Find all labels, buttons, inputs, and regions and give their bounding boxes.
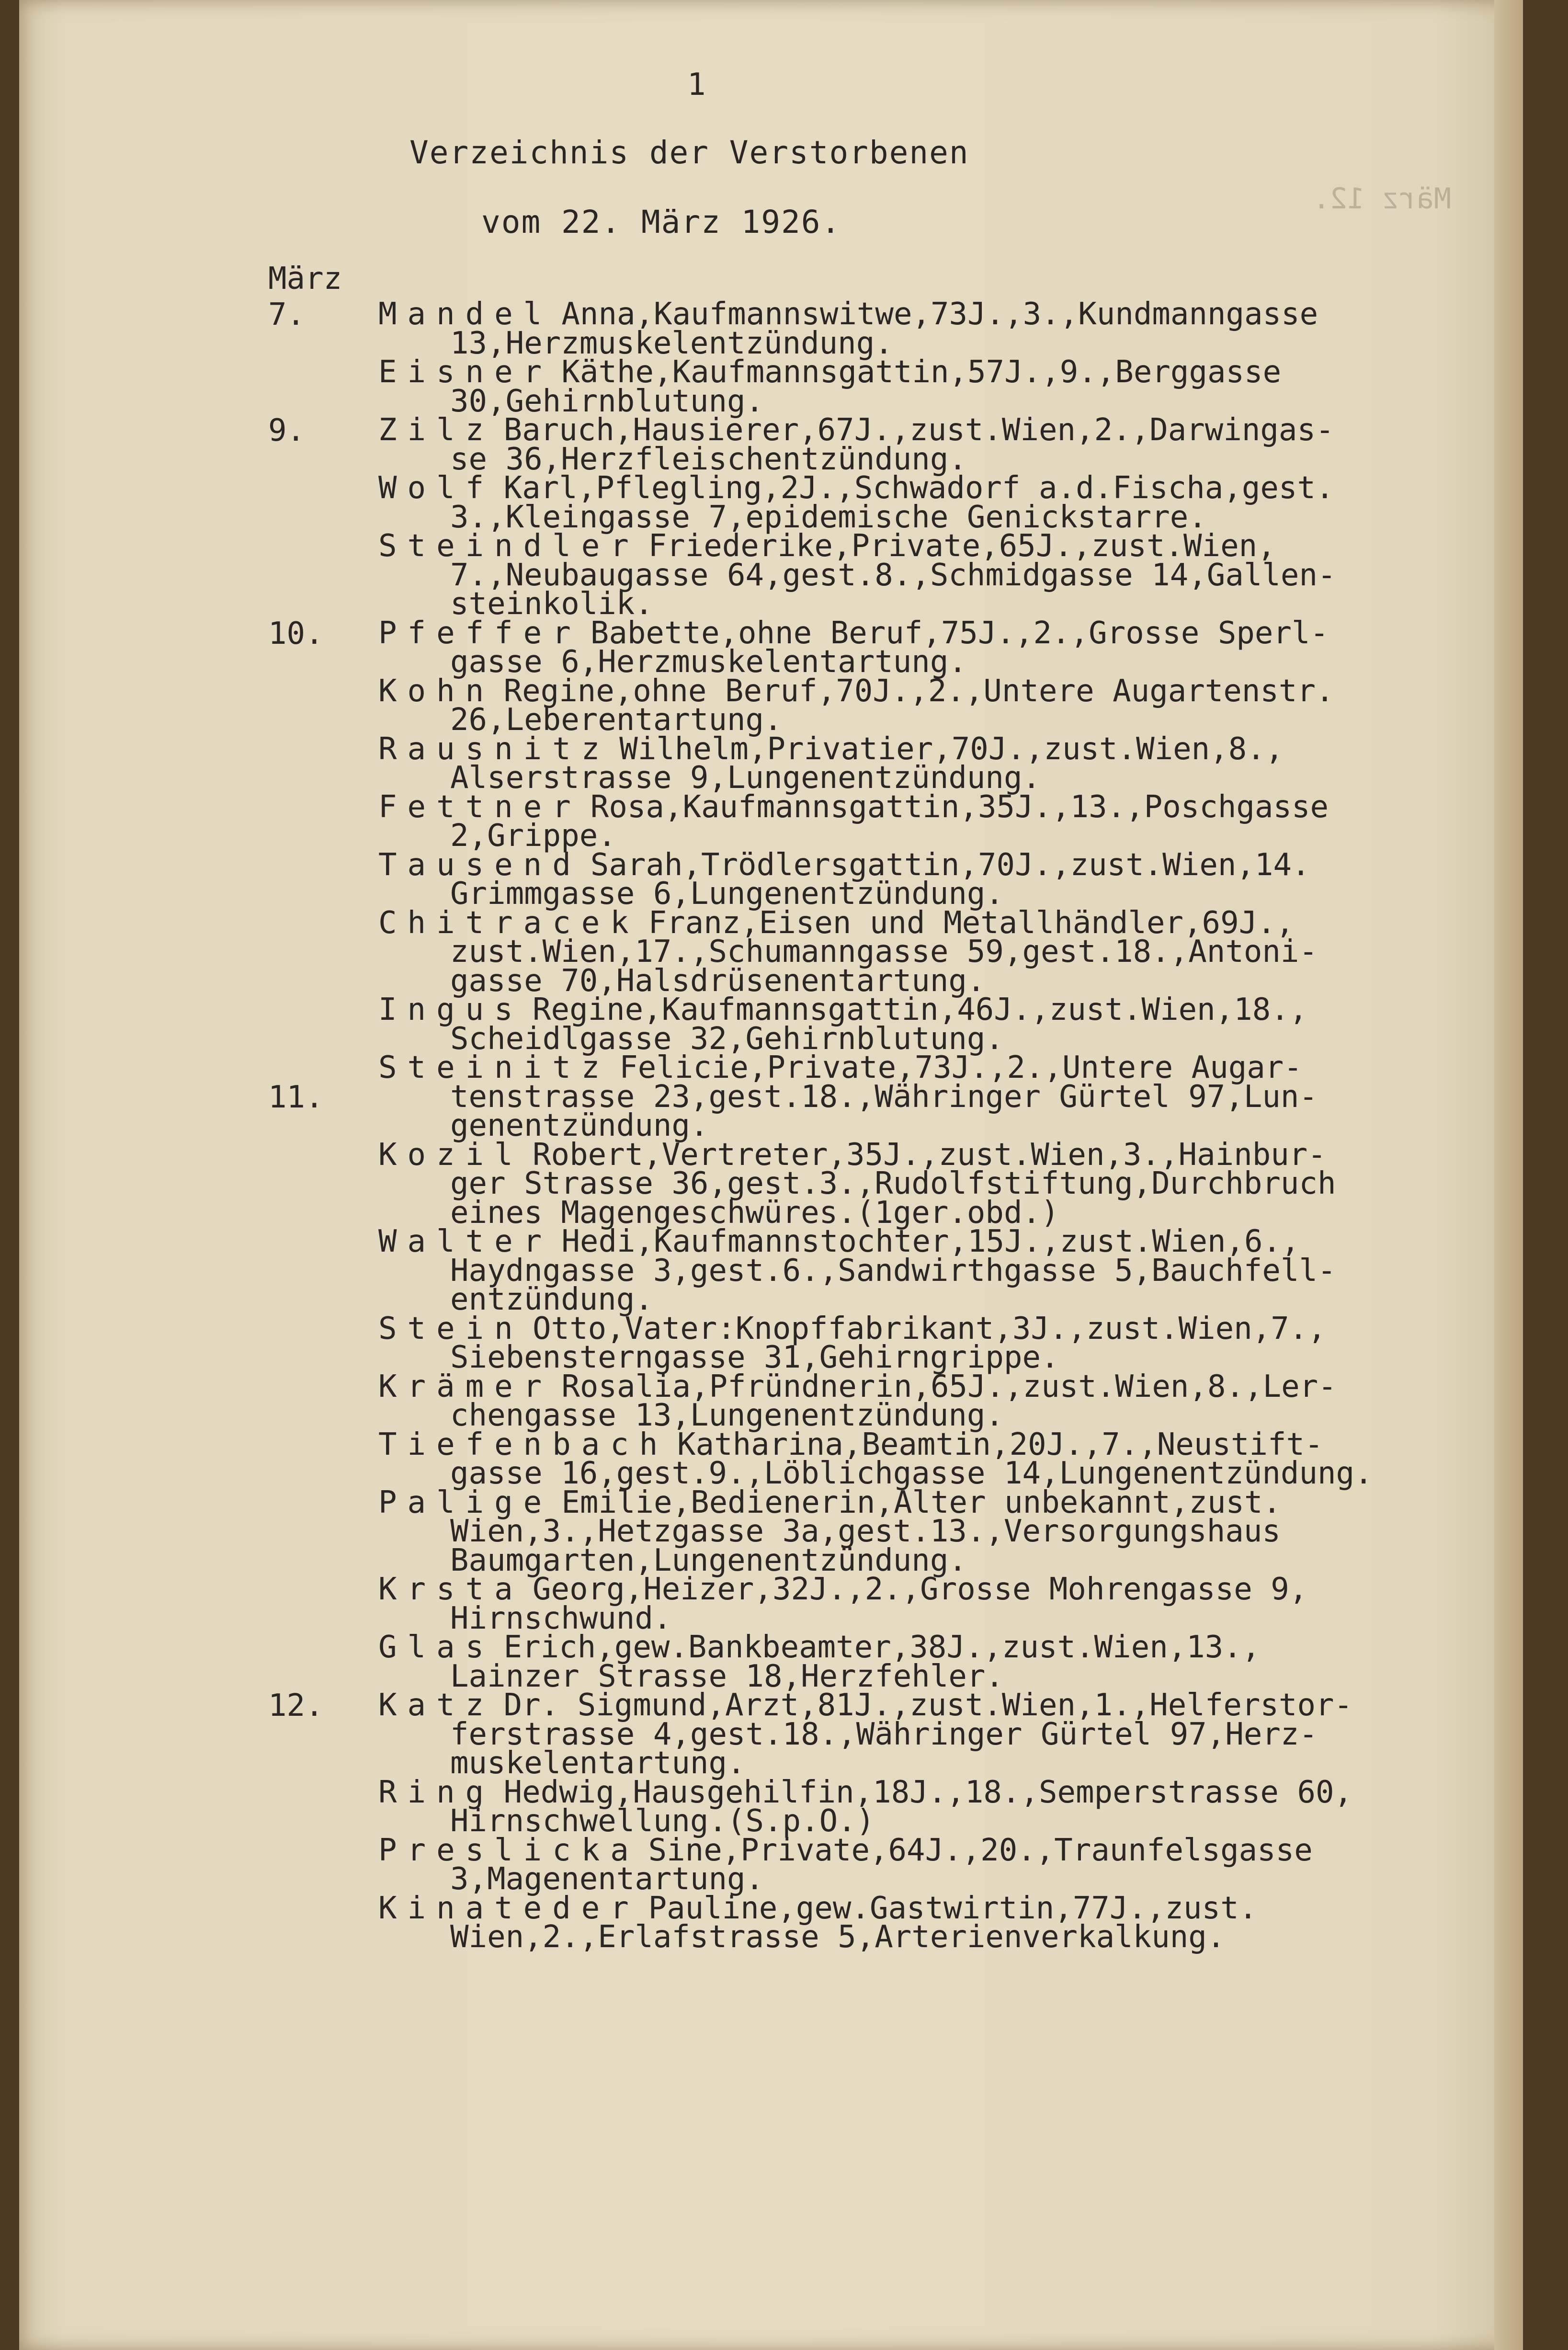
entry-surname: Tiefenbach — [378, 1426, 669, 1462]
entry-continuation: Haydngasse 3,gest.6.,Sandwirthgasse 5,Bauchfell- — [450, 1253, 1336, 1289]
entry-continuation: gasse 6,Herzmuskelentartung. — [450, 644, 967, 680]
entry-surname: Krsta — [378, 1572, 523, 1607]
entry-continuation: chengasse 13,Lungenentzündung. — [450, 1398, 1004, 1433]
entry-details: Katharina,Beamtin,20J.,7.,Neustift- — [677, 1426, 1323, 1462]
entry-surname: Steindler — [378, 528, 639, 564]
entry-details: Friederike,Private,65J.,zust.Wien, — [648, 528, 1276, 564]
day-label: 9. — [268, 413, 306, 448]
entry-details: Baruch,Hausierer,67J.,zust.Wien,2.,Darwingas- — [503, 412, 1334, 448]
entry-details: Rosa,Kaufmannsgattin,35J.,13.,Poschgasse — [590, 789, 1329, 825]
entry-surname: Pfeffer — [378, 615, 581, 651]
entry-details: Anna,Kaufmannswitwe,73J.,3.,Kundmanngasse — [561, 297, 1318, 332]
entry-continuation: gasse 16,gest.9.,Löblichgasse 14,Lungenentzündung. — [450, 1456, 1373, 1491]
entry-surname: Chitracek — [378, 905, 639, 941]
entry-surname: Glas — [378, 1630, 495, 1665]
entry-surname: Krämer — [378, 1369, 553, 1404]
entry-surname: Fettner — [378, 789, 581, 825]
page-edge — [1494, 0, 1523, 2350]
entry-continuation: Alserstrasse 9,Lungenentzündung. — [450, 760, 1041, 796]
entry-surname: Steinitz — [378, 1050, 611, 1085]
entry-surname: Eisner — [378, 354, 553, 390]
entry-surname: Katz — [378, 1688, 495, 1723]
entry-details: Wilhelm,Privatier,70J.,zust.Wien,8., — [619, 731, 1284, 767]
entry-surname: Zilz — [378, 412, 495, 448]
entry-continuation: ger Strasse 36,gest.3.,Rudolfstiftung,Durchbruch — [450, 1166, 1336, 1201]
entry-continuation: Wien,2.,Erlafstrasse 5,Arterienverkalkung. — [450, 1919, 1226, 1955]
entry-continuation: Lainzer Strasse 18,Herzfehler. — [450, 1658, 1004, 1694]
entry-details: Emilie,Bedienerin,Alter unbekannt,zust. — [561, 1484, 1282, 1520]
entry-continuation: 3,Magenentartung. — [450, 1861, 764, 1897]
entry-continuation: Baumgarten,Lungenentzündung. — [450, 1542, 967, 1578]
entry-surname: Walter — [378, 1224, 553, 1259]
entry-continuation: genentzündung. — [450, 1108, 709, 1143]
entry-details: Regine,Kaufmannsgattin,46J.,zust.Wien,18., — [533, 992, 1308, 1027]
entry-details: Dr. Sigmund,Arzt,81J.,zust.Wien,1.,Helferstor- — [503, 1688, 1353, 1723]
entry-details: Hedi,Kaufmannstochter,15J.,zust.Wien,6., — [561, 1224, 1300, 1259]
entry-details: Pauline,gew.Gastwirtin,77J.,zust. — [648, 1890, 1258, 1926]
entry-surname: Kohn — [378, 673, 495, 709]
entry-surname: Wolf — [378, 470, 495, 506]
entry-surname: Ingus — [378, 992, 523, 1027]
entry-continuation: steinkolik. — [450, 586, 653, 622]
entry-details: Sine,Private,64J.,20.,Traunfelsgasse — [648, 1832, 1313, 1868]
entry-surname: Tausend — [378, 847, 581, 883]
entry-surname: Rausnitz — [378, 731, 611, 767]
entry-continuation: muskelentartung. — [450, 1745, 746, 1781]
entry-continuation: ferstrasse 4,gest.18.,Währinger Gürtel 97,Herz- — [450, 1716, 1318, 1752]
date-line: vom 22. März 1926. — [481, 204, 841, 240]
entry-details: Sarah,Trödlersgattin,70J.,zust.Wien,14. — [590, 847, 1310, 883]
entry-details: Georg,Heizer,32J.,2.,Grosse Mohrengasse 9, — [533, 1572, 1308, 1607]
entry-surname: Palige — [378, 1484, 553, 1520]
month-label: März — [268, 261, 342, 297]
entry-details: Karl,Pflegling,2J.,Schwadorf a.d.Fischa,gest. — [503, 470, 1334, 506]
page-title: Verzeichnis der Verstorbenen — [409, 134, 969, 171]
page-number: 1 — [687, 67, 706, 103]
day-label: 12. — [268, 1688, 324, 1723]
entry-continuation: Siebensterngasse 31,Gehirngrippe. — [450, 1340, 1059, 1375]
entry-details: Felicie,Private,73J.,2.,Untere Augar- — [619, 1050, 1302, 1085]
entry-continuation: eines Magengeschwüres.(1ger.obd.) — [450, 1195, 1059, 1231]
entry-surname: Preslicka — [378, 1832, 639, 1868]
entry-continuation: tenstrasse 23,gest.18.,Währinger Gürtel 97,Lun- — [450, 1079, 1318, 1115]
entry-details: Erich,gew.Bankbeamter,38J.,zust.Wien,13., — [503, 1630, 1261, 1665]
entry-surname: Mandel — [378, 297, 553, 332]
entry-continuation: 3.,Kleingasse 7,epidemische Genickstarre. — [450, 499, 1207, 535]
bleed-through-text: März 12. — [1313, 182, 1451, 216]
entry-details: Käthe,Kaufmannsgattin,57J.,9.,Berggasse — [561, 354, 1282, 390]
document-page — [19, 0, 1523, 2350]
entry-surname: Ring — [378, 1774, 495, 1810]
entry-continuation: Scheidlgasse 32,Gehirnblutung. — [450, 1021, 1004, 1057]
entry-continuation: Grimmgasse 6,Lungenentzündung. — [450, 876, 1004, 912]
entry-surname: Kinateder — [378, 1890, 639, 1926]
day-label: 10. — [268, 616, 324, 651]
entry-continuation: Hirnschwellung.(S.p.O.) — [450, 1803, 875, 1839]
entry-surname: Stein — [378, 1311, 523, 1346]
entry-continuation: 26,Leberentartung. — [450, 702, 783, 738]
entry-details: Regine,ohne Beruf,70J.,2.,Untere Augartenstr. — [503, 673, 1334, 709]
entry-continuation: entzündung. — [450, 1282, 653, 1317]
entry-continuation: 2,Grippe. — [450, 818, 616, 854]
entry-details: Robert,Vertreter,35J.,zust.Wien,3.,Hainbur- — [533, 1137, 1326, 1173]
entry-continuation: 7.,Neubaugasse 64,gest.8.,Schmidgasse 14,Gallen- — [450, 557, 1336, 593]
entry-continuation: 13,Herzmuskelentzündung. — [450, 325, 893, 361]
entry-surname: Kozil — [378, 1137, 523, 1173]
entry-continuation: Hirnschwund. — [450, 1600, 672, 1636]
entry-details: Hedwig,Hausgehilfin,18J.,18.,Semperstrasse 60, — [503, 1774, 1353, 1810]
entry-details: Rosalia,Pfründnerin,65J.,zust.Wien,8.,Ler- — [561, 1369, 1337, 1404]
entry-details: Otto,Vater:Knopffabrikant,3J.,zust.Wien,7., — [533, 1311, 1326, 1346]
day-label: 7. — [268, 297, 306, 332]
entry-continuation: gasse 70,Halsdrüsenentartung. — [450, 963, 986, 999]
entry-continuation: Wien,3.,Hetzgasse 3a,gest.13.,Versorgungshaus — [450, 1514, 1281, 1549]
entry-details: Babette,ohne Beruf,75J.,2.,Grosse Sperl- — [590, 615, 1329, 651]
day-label: 11. — [268, 1079, 324, 1115]
entry-continuation: 30,Gehirnblutung. — [450, 383, 764, 419]
entry-details: Franz,Eisen und Metallhändler,69J., — [648, 905, 1295, 941]
entry-continuation: se 36,Herzfleischentzündung. — [450, 441, 967, 477]
entry-continuation: zust.Wien,17.,Schumanngasse 59,gest.18.,Antoni- — [450, 934, 1318, 970]
